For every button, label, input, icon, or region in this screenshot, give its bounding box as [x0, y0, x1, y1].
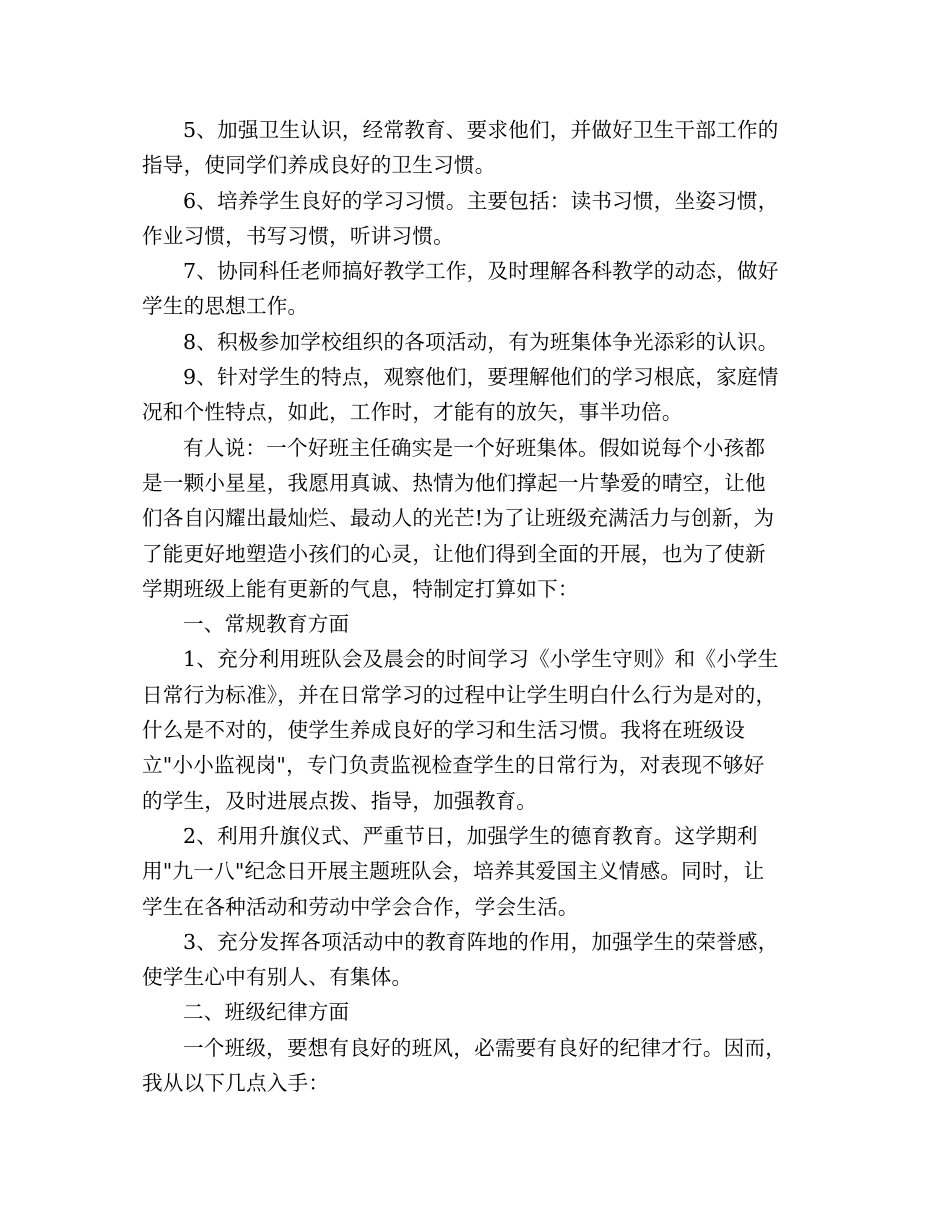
text-line: 什么是不对的，使学生养成良好的学习和生活习惯。我将在班级设: [142, 718, 746, 743]
heading-text: 二、班级纪律方面: [183, 1000, 350, 1025]
text-line: 况和个性特点，如此，工作时，才能有的放矢，事半功倍。: [142, 400, 683, 425]
text-line: 作业习惯，书写习惯，听讲习惯。: [142, 223, 454, 248]
text-line: 使学生心中有别人、有集体。: [142, 965, 413, 990]
section-heading-class-discipline: [142, 995, 830, 1030]
section-heading-routine-education: [142, 607, 830, 642]
text-line: 学生的思想工作。: [142, 294, 309, 319]
document-body: [142, 113, 830, 1101]
text-line: 9、针对学生的特点，观察他们，要理解他们的学习根底，家庭情: [183, 365, 779, 390]
paragraph-item-6: [142, 184, 830, 255]
text-line: 是一颗小星星，我愿用真诚、热情为他们撑起一片挚爱的晴空，让他: [142, 470, 766, 495]
text-line: 8、积极参加学校组织的各项活动，有为班集体争光添彩的认识。: [183, 329, 779, 354]
text-line: 5、加强卫生认识，经常教育、要求他们，并做好卫生干部工作的: [183, 118, 779, 142]
text-line: 7、协同科任老师搞好教学工作，及时理解各科教学的动态，做好: [183, 259, 779, 284]
text-line: 们各自闪耀出最灿烂、最动人的光芒!为了让班级充满活力与创新，为: [142, 506, 775, 531]
text-line: 我从以下几点入手：: [142, 1071, 330, 1096]
text-line: 2、利用升旗仪式、严重节日，加强学生的德育教育。这学期利: [183, 823, 758, 848]
paragraph-item-8: [142, 325, 830, 360]
text-line: 日常行为标准》，并在日常学习的过程中让学生明白什么行为是对的，: [142, 682, 777, 707]
text-line: 了能更好地塑造小孩们的心灵，让他们得到全面的开展，也为了使新: [142, 541, 766, 566]
paragraph-item-7: [142, 254, 830, 325]
text-line: 的学生，及时进展点拨、指导，加强教育。: [142, 788, 538, 813]
text-line: 学生在各种活动和劳动中学会合作，学会生活。: [142, 894, 579, 919]
text-line: 学期班级上能有更新的气息，特制定打算如下：: [142, 576, 579, 601]
paragraph-intro: [142, 431, 830, 607]
paragraph-item-5: [142, 113, 830, 184]
text-line: 1、充分利用班队会及晨会的时间学习《小学生守则》和《小学生: [183, 647, 779, 672]
heading-text: 一、常规教育方面: [183, 612, 350, 637]
text-line: 用"九一八"纪念日开展主题班队会，培养其爱国主义情感。同时，让: [142, 859, 765, 884]
text-line: 指导，使同学们养成良好的卫生习惯。: [142, 153, 496, 178]
paragraph-routine-1: [142, 642, 830, 818]
text-line: 有人说：一个好班主任确实是一个好班集体。假如说每个小孩都: [183, 435, 766, 460]
text-line: 一个班级，要想有良好的班风，必需要有良好的纪律才行。因而，: [183, 1035, 787, 1060]
paragraph-discipline-intro: [142, 1031, 830, 1102]
text-line: 立"小小监视岗"，专门负责监视检查学生的日常行为，对表现不够好: [142, 753, 765, 778]
paragraph-routine-3: [142, 925, 830, 996]
text-line: 6、培养学生良好的学习习惯。主要包括：读书习惯，坐姿习惯，: [183, 188, 779, 213]
text-line: 3、充分发挥各项活动中的教育阵地的作用，加强学生的荣誉感，: [183, 929, 779, 954]
paragraph-item-9: [142, 360, 830, 431]
paragraph-routine-2: [142, 819, 830, 925]
